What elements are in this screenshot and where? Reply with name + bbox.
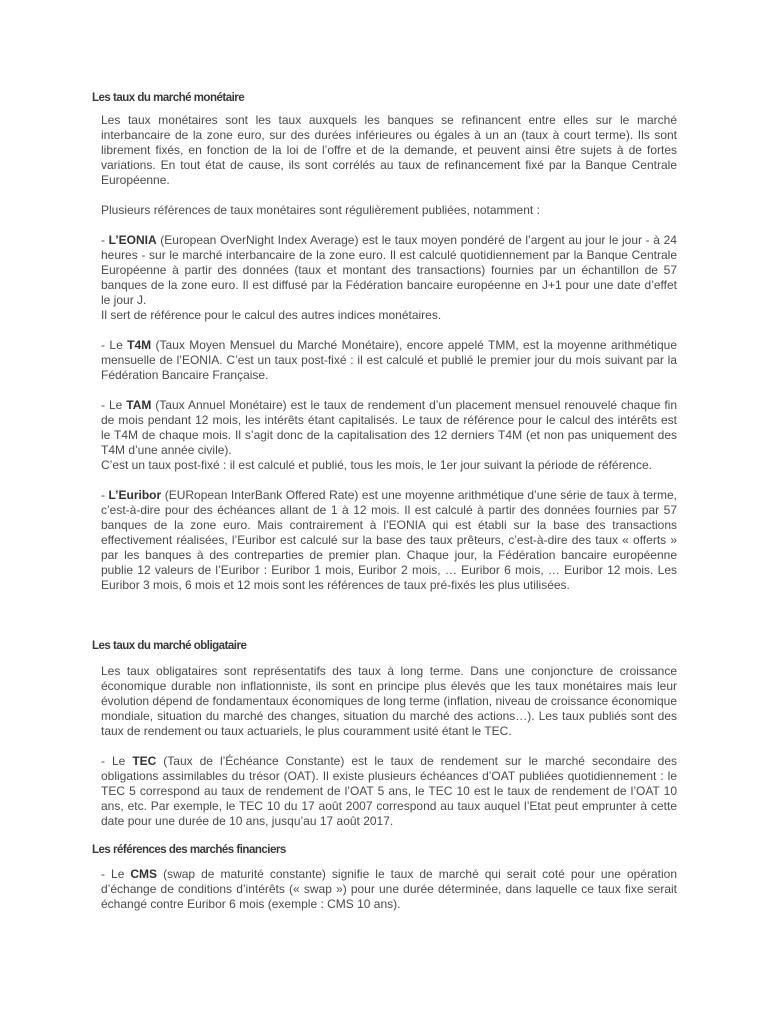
euribor-text: (EURopean InterBank Offered Rate) est une moyenne arithmétique d’une série de taux à terme, c’est-à-dire pour des échéances allant de 1 à 12 mois. Il est calculé à partir des données fournies par 57 banques de la zone euro. Mais contrairement à l’EONIA qui est établi sur la base des transactions effectivement réalisées, l’Euribor est calculé sur la base des taux prêteurs, c’est-à-dire des taux « offerts » par les banques à des contreparties de premier plan. Chaque jour, la Fédération bancaire européenne publie 12 valeurs de l’Euribor : Euribor 1 mois, Euribor 2 mois, … Euribor 6 mois, … Euribor 12 mois. Les Euribor 3 mois, 6 mois et 12 mois sont les références de taux pré-fixés les plus utilisées. <box>101 488 677 592</box>
eonia-paragraph-2: Il sert de référence pour le calcul des autres indices monétaires. <box>101 308 442 322</box>
item-prefix: - <box>101 488 109 502</box>
item-prefix: - Le <box>101 754 133 768</box>
tam-paragraph-2: C’est un taux post-fixé : il est calculé et publié, tous les mois, le 1er jour suivant la période de référence. <box>101 458 652 472</box>
item-prefix: - Le <box>101 338 128 352</box>
term-tam: TAM <box>126 398 152 412</box>
financial-references-section-body <box>101 867 677 912</box>
section-heading-money-market: Les taux du marché monétaire <box>92 92 245 104</box>
term-eonia: L’EONIA <box>108 233 157 247</box>
t4m-paragraph <box>101 338 677 383</box>
tec-paragraph <box>101 754 677 829</box>
eonia-text: (European OverNight Index Average) est le taux moyen pondéré de l’argent au jour le jour - à 24 heures - sur le marché interbancaire de la zone euro. Il est calculé quotidiennement par la Banque Centrale Européenne à partir des données (taux et montant des transactions) fournies par un échantillon de 57 banques de la zone euro. Il est diffusé par la Fédération bancaire européenne en J+1 pour une date d’effet le jour J. <box>101 233 677 307</box>
term-tec: TEC <box>132 754 157 768</box>
cms-paragraph <box>101 867 677 912</box>
section-heading-bond-market: Les taux du marché obligataire <box>92 640 247 652</box>
section-heading-financial-references: Les références des marchés financiers <box>92 844 286 856</box>
cms-text: (swap de maturité constante) signifie le taux de marché qui serait coté pour une opération d’échange de conditions d’intérêts (« swap ») pour une durée déterminée, dans laquelle ce taux fixe serait échangé contre Euribor 6 mois (exemple : CMS 10 ans). <box>101 867 677 911</box>
t4m-text: (Taux Moyen Mensuel du Marché Monétaire), encore appelé TMM, est la moyenne arithmétique mensuelle de l’EONIA. C’est un taux post-fixé : il est calculé et publié le premier jour du mois suivant par la Fédération Bancaire Française. <box>101 338 677 382</box>
bond-market-intro: Les taux obligataires sont représentatifs des taux à long terme. Dans une conjoncture de croissance économique durable non inflationniste, ils sont en principe plus élevés que les taux monétaires mais leur évolution dépend de fondamentaux économiques de long terme (inflation, niveau de croissance économique mondiale, situation du marché des changes, situation du marché des actions…). Les taux publiés sont des taux de rendement ou taux actuariels, le plus couramment usité étant le TEC. <box>101 664 677 738</box>
euribor-paragraph <box>101 488 677 593</box>
item-prefix: - Le <box>101 398 127 412</box>
money-market-intro: Les taux monétaires sont les taux auxquels les banques se refinancent entre elles sur le marché interbancaire de la zone euro, sur des durées inférieures ou égales à un an (taux à court terme). Ils sont librement fixés, en fonction de la loi de l’offre et de la demande, et peuvent ainsi être sujets à de fortes variations. En tout état de cause, ils sont corrélés au taux de refinancement fixé par la Banque Centrale Européenne. <box>101 113 677 187</box>
term-cms: CMS <box>130 867 158 881</box>
bond-market-section-body <box>101 664 677 829</box>
item-prefix: - Le <box>101 867 131 881</box>
money-market-section-body <box>101 113 677 593</box>
item-prefix: - <box>101 233 109 247</box>
tam-paragraph <box>101 398 677 458</box>
tec-text: (Taux de l’Échéance Constante) est le taux de rendement sur le marché secondaire des obligations assimilables du trésor (OAT). Il existe plusieurs échéances d’OAT publiées quotidiennement : le TEC 5 correspond au taux de rendement de l’OAT 5 ans, le TEC 10 est le taux de rendement de l’OAT 10 ans, etc. Par exemple, le TEC 10 du 17 août 2007 correspond au taux auquel l’Etat peut emprunter à cette date pour une durée de 10 ans, jusqu’au 17 août 2017. <box>101 754 677 828</box>
term-euribor: L’Euribor <box>108 488 162 502</box>
term-t4m: T4M <box>127 338 152 352</box>
money-market-lead: Plusieurs références de taux monétaires sont régulièrement publiées, notamment : <box>101 203 540 217</box>
tam-text: (Taux Annuel Monétaire) est le taux de rendement d’un placement mensuel renouvelé chaque fin de mois pendant 12 mois, les intérêts étant capitalisés. Le taux de référence pour le calcul des intérêts est le T4M de chaque mois. Il s’agit donc de la capitalisation des 12 derniers T4M (et non pas uniquement des T4M d’une année civile). <box>101 398 677 457</box>
eonia-paragraph <box>101 233 677 308</box>
